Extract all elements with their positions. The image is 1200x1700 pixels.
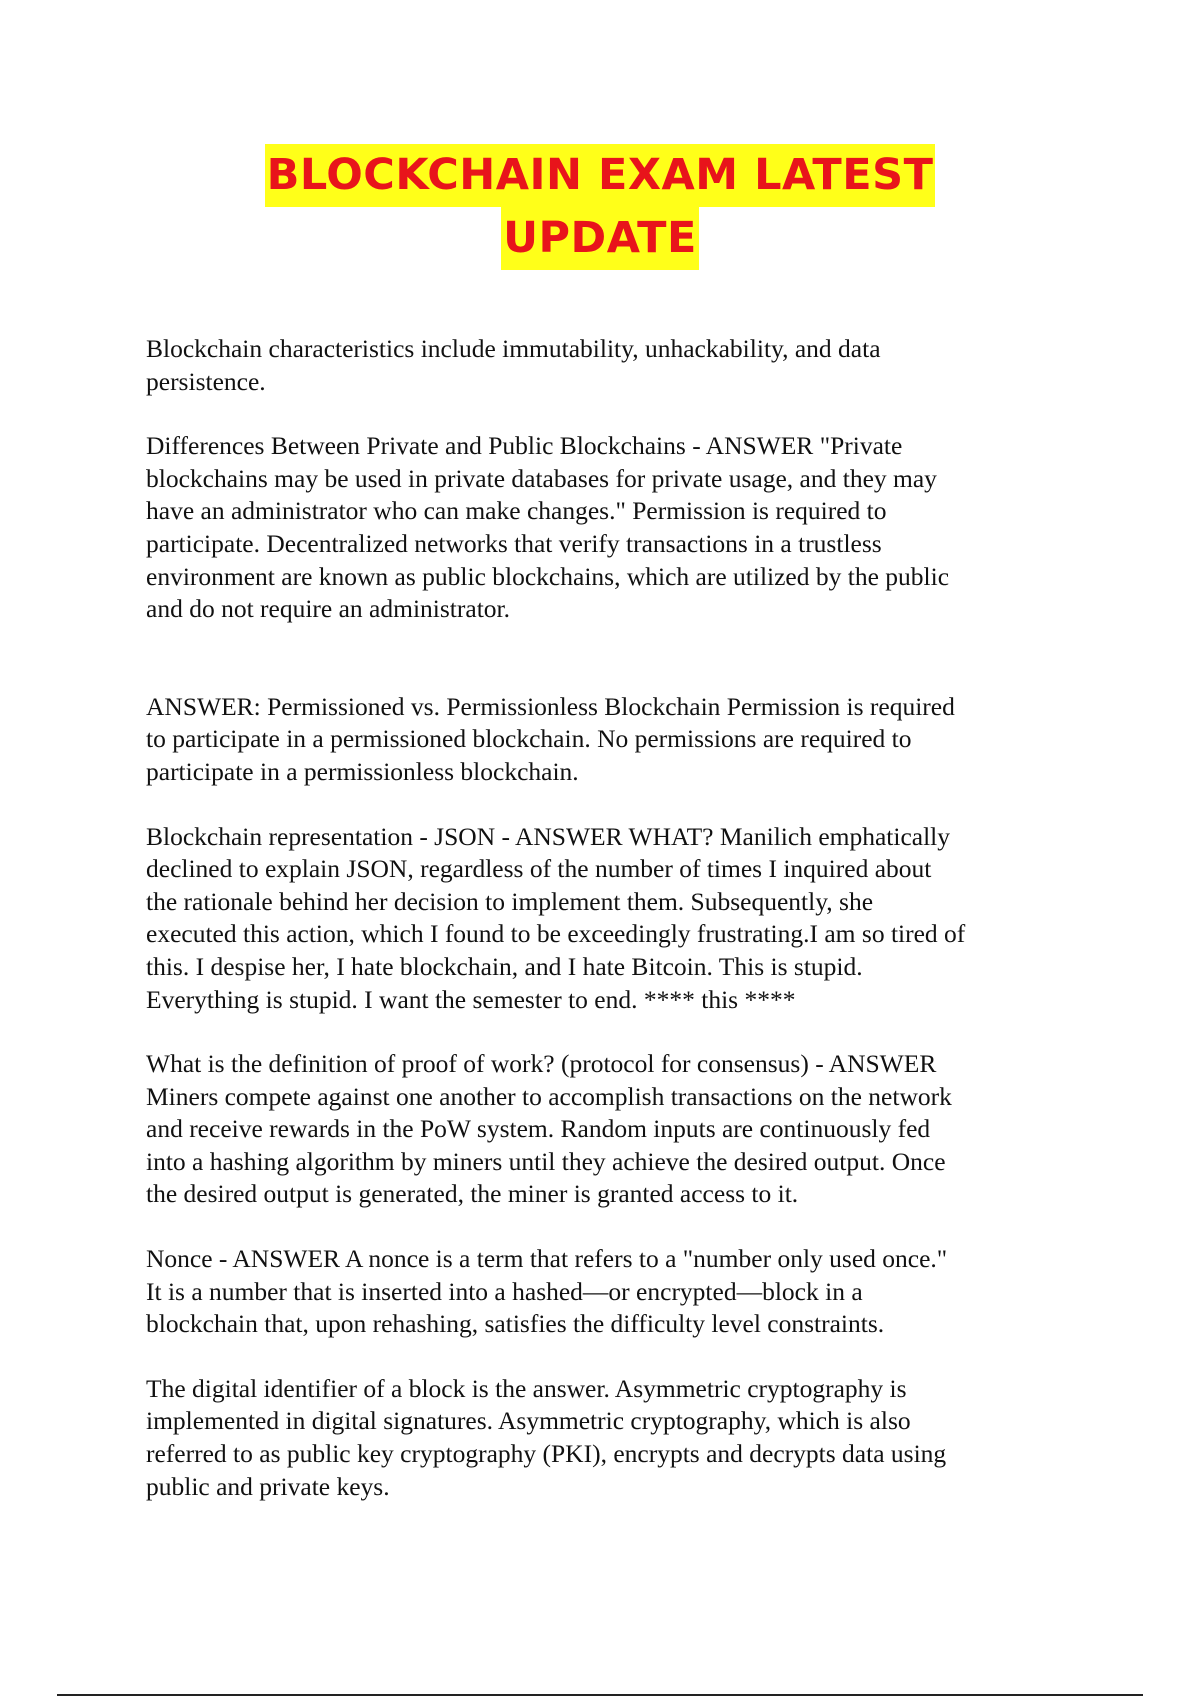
document-body	[146, 333, 1066, 1503]
document-title	[0, 144, 1200, 270]
footer-divider	[57, 1694, 1143, 1696]
title-line-2: UPDATE	[501, 207, 699, 270]
paragraph-nonce: Nonce - ANSWER A nonce is a term that refers to a "number only used once." It is a number that is inserted into a hashed—or encrypted—block in a blockchain that, upon rehashing, satisfies the difficulty level constraints.	[146, 1244, 948, 1339]
paragraph-digital-identifier: The digital identifier of a block is the answer. Asymmetric cryptography is implemented in digital signatures. Asymmetric cryptography, which is also referred to as public key cryptography (PKI), encrypts and decrypts data using public and private keys.	[146, 1373, 947, 1501]
title-line-1: BLOCKCHAIN EXAM LATEST	[265, 144, 936, 207]
paragraph-proof-of-work: What is the definition of proof of work? (protocol for consensus) - ANSWER Miners compete against one another to accomplish transactions on the network and receive rewards in the PoW system. Random inputs are continuously fed into a hashing algorithm by miners until they achieve the desired output. Once the desired output is generated, the miner is granted access to it.	[146, 1049, 952, 1209]
paragraph-json: Blockchain representation - JSON - ANSWER WHAT? Manilich emphatically declined to explain JSON, regardless of the number of times I inquired about the rationale behind her decision to implement them. Subsequently, she executed this action, which I found to be exceedingly frustrating.I am so tired of this. I despise her, I hate blockchain, and I hate Bitcoin. This is stupid. Everything is stupid. I want the semester to end. **** this ****	[146, 821, 966, 1014]
paragraph-characteristics: Blockchain characteristics include immutability, unhackability, and data persistence.	[146, 334, 881, 396]
paragraph-private-vs-public: Differences Between Private and Public Blockchains - ANSWER "Private blockchains may be used in private databases for private usage, and they may have an administrator who can make changes." Permission is required to participate. Decentralized networks that verify transactions in a trustless environment are known as public blockchains, which are utilized by the public and do not require an administrator.	[146, 431, 950, 624]
paragraph-permissioned: ANSWER: Permissioned vs. Permissionless Blockchain Permission is required to participate in a permissioned blockchain. No permissions are required to participate in a permissionless blockchain.	[146, 691, 955, 786]
